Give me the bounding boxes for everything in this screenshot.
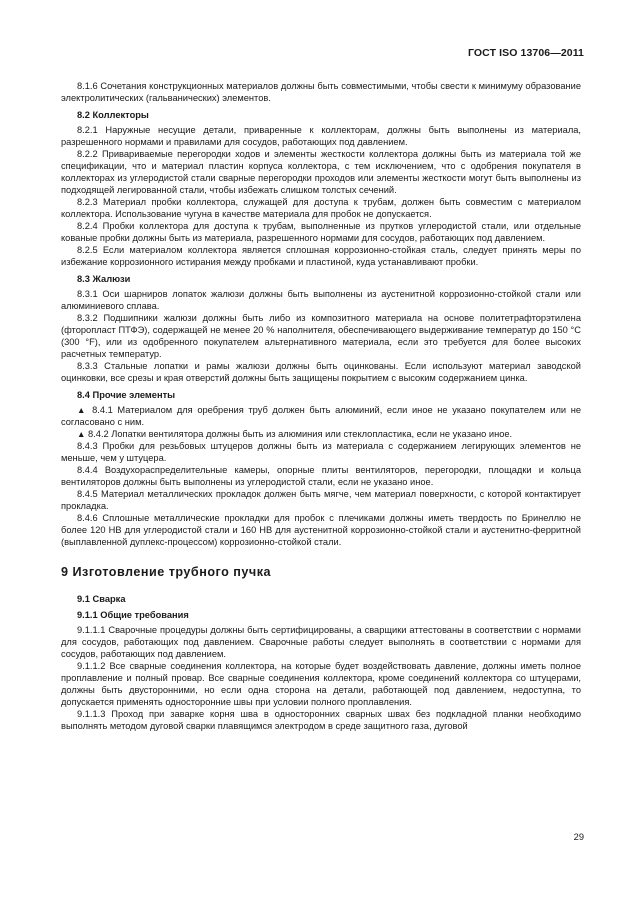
triangle-marker-icon: ▲ [77,405,88,415]
clause-8-4-6: 8.4.6 Сплошные металлические прокладки для пробок с плечиками должны иметь твердость по Бринеллю не более 120 НВ для углеродистой стали и 160 НВ для аустенитной коррозионно-стойкой стали и аустенитно-ферритной (выплавленной дуплекс-процессом) коррозионно-стойкой стали. [61,513,581,547]
clause-9-1-1-2: 9.1.1.2 Все сварные соединения коллектора, на которые будет воздействовать давление, должны иметь полное проплавление и полный провар. Все сварные соединения коллектора, кроме соединений коллектора со штуцерами, должны быть двусторонними, но если одна сторона на детали, работающей под давлением, недоступна, то допускается применять односторонние швы при условии полного проплавления. [61,661,581,707]
page-number: 29 [573,832,584,842]
document-code-header: ГОСТ ISO 13706—2011 [467,47,584,59]
page-body [61,80,581,732]
clause-8-4-3: 8.4.3 Пробки для резьбовых штуцеров должны быть из материала с содержанием легирующих элементов не меньше, чем у штуцера. [61,441,581,463]
clause-8-4-1-text: 8.4.1 Материалом для оребрения труб должен быть алюминий, если иное не указано покупателем или не согласовано с ним. [61,405,581,427]
clause-8-2-1: 8.2.1 Наружные несущие детали, приваренные к коллекторам, должны быть выполнены из материала, разрешенного нормами и правилами для сосудов, работающих под давлением. [61,125,581,147]
clause-8-2-2: 8.2.2 Привариваемые перегородки ходов и элементы жесткости коллектора должны быть из материала той же спецификации, что и материал пластин корпуса коллектора, с тем исключением, что с одобрения покупателя в коллекторах из углеродистой стали сварные перегородки проходов или элементы жесткости могут быть выполнены из подходящей легированной стали, чтобы избежать слишком толстых сечений. [61,149,581,195]
clause-8-2-3: 8.2.3 Материал пробки коллектора, служащей для доступа к трубам, должен быть совместим с материалом коллектора. Использование чугуна в качестве материала для пробок не допускается. [61,197,581,219]
clause-8-4-5: 8.4.5 Материал металлических прокладок должен быть мягче, чем материал поверхности, с которой контактирует прокладка. [61,489,581,511]
heading-8-2: 8.2 Коллекторы [77,110,149,120]
heading-9-1: 9.1 Сварка [77,594,126,604]
heading-9-1-1: 9.1.1 Общие требования [77,610,189,620]
heading-8-3: 8.3 Жалюзи [77,274,131,284]
clause-9-1-1-3: 9.1.1.3 Проход при заварке корня шва в односторонних сварных швах без подкладной планки необходимо выполнять методом дуговой сварки плавящимся электродом в среде защитного газа, дуговой [61,709,581,731]
clause-8-2-4: 8.2.4 Пробки коллектора для доступа к трубам, выполненные из прутков углеродистой стали, или отдельные кованые пробки должны быть из материала, разрешенного нормами для сосудов, работающих под давлением. [61,221,581,243]
clause-8-4-2 [61,428,581,440]
clause-8-3-1: 8.3.1 Оси шарниров лопаток жалюзи должны быть выполнены из аустенитной коррозионно-стойкой стали или алюминиевого сплава. [61,289,581,311]
clause-8-2-5: 8.2.5 Если материалом коллектора является сплошная коррозионно-стойкая сталь, следует принять меры по избежание коррозионного истирания между пробками и пластиной, куда устанавливают пробки. [61,245,581,267]
triangle-marker-icon: ▲ [77,429,86,439]
clause-8-3-3: 8.3.3 Стальные лопатки и рамы жалюзи должны быть оцинкованы. Если используют материал заводской оцинковки, все срезы и края отверстий должны быть защищены покрытием с высоким содержанием цинка. [61,361,581,383]
clause-8-4-4: 8.4.4 Воздухораспределительные камеры, опорные плиты вентиляторов, перегородки, площадки и кольца вентиляторов должны быть выполнены из углеродистой стали, если не указано иное. [61,465,581,487]
clause-8-4-2-text: 8.4.2 Лопатки вентилятора должны быть из алюминия или стеклопластика, если не указано иное. [88,429,513,439]
clause-8-1-6: 8.1.6 Сочетания конструкционных материалов должны быть совместимыми, чтобы свести к минимуму образование электролитических (гальванических) элементов. [61,81,581,103]
clause-8-3-2: 8.3.2 Подшипники жалюзи должны быть либо из композитного материала на основе политетрафторэтилена (фторопласт ПТФЭ), содержащей не менее 20 % наполнителя, обеспечивающего выдерживание температур до 150 °С (300 °F), или из одобренного покупателем альтернативного материала, если это требуется для более высоких расчетных температур. [61,313,581,359]
heading-8-4: 8.4 Прочие элементы [77,390,176,400]
section-9-title: 9 Изготовление трубного пучка [61,565,272,579]
clause-8-4-1 [61,404,581,428]
clause-9-1-1-1: 9.1.1.1 Сварочные процедуры должны быть сертифицированы, а сварщики аттестованы в соответствии с нормами для сосудов, работающих под давлением. Сварочные работы следует выполнять в соответствии с нормами для сосудов, работающих под давлением. [61,625,581,659]
